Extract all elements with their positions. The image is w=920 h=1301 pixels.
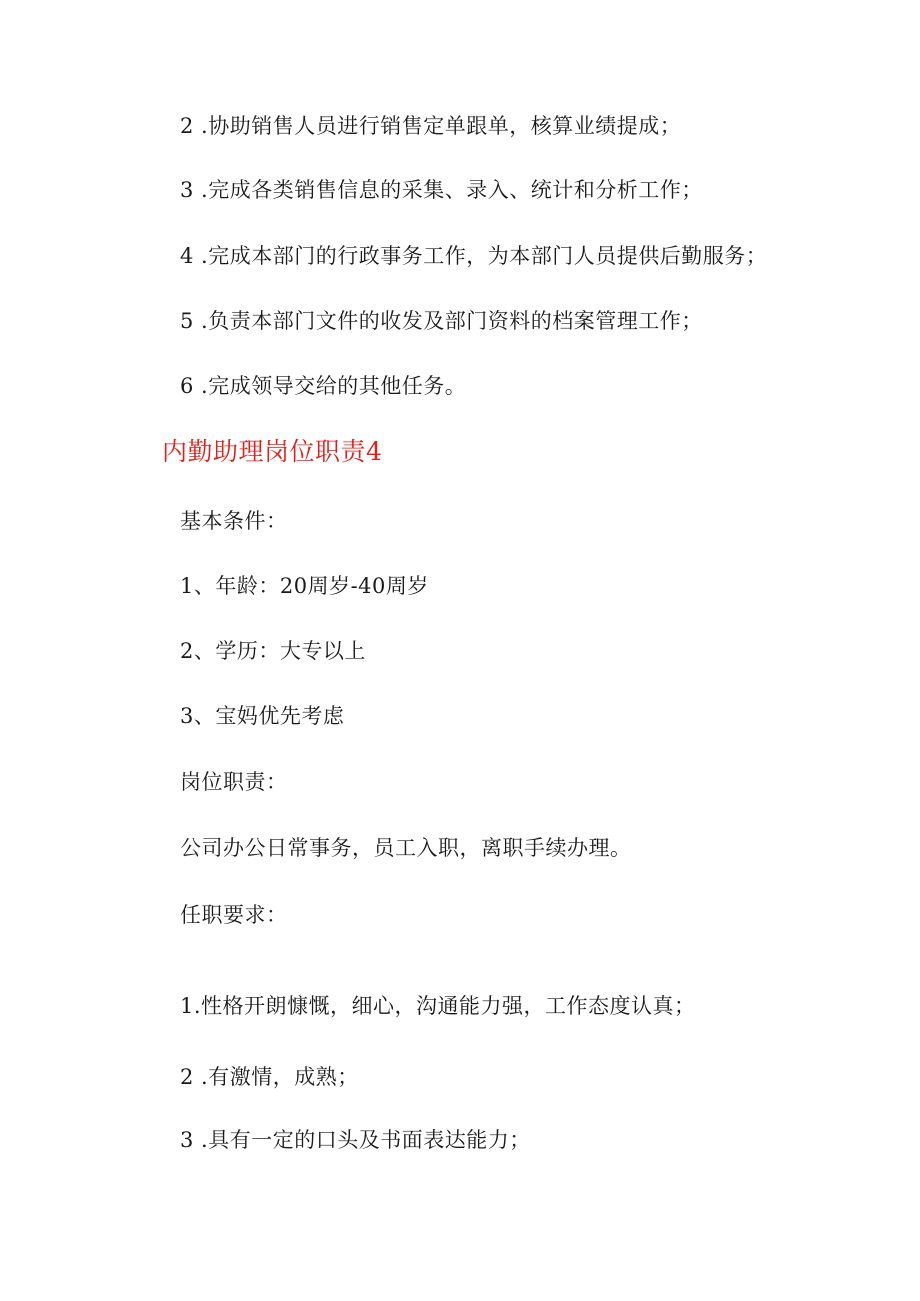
- list-item: 2、学历：大专以上: [180, 639, 366, 663]
- list-item: 6 .完成领导交给的其他任务。: [180, 374, 467, 398]
- basic-conditions-label: 基本条件：: [180, 509, 288, 533]
- list-item: 1、年龄：20周岁-40周岁: [180, 574, 429, 598]
- list-item: 3 .具有一定的口头及书面表达能力；: [180, 1128, 531, 1152]
- requirements-label: 任职要求：: [180, 903, 288, 927]
- list-item: 3、宝妈优先考虑: [180, 704, 345, 728]
- list-item: 2 .协助销售人员进行销售定单跟单，核算业绩提成；: [180, 114, 682, 138]
- list-item: 2 .有激情，成熟；: [180, 1065, 359, 1089]
- section-heading: 内勤助理岗位职责4: [162, 437, 383, 466]
- list-item: 3 .完成各类销售信息的采集、录入、统计和分析工作；: [180, 178, 703, 202]
- list-item: 1.性格开朗慷慨，细心，沟通能力强，工作态度认真；: [180, 994, 696, 1018]
- list-item: 5 .负责本部门文件的收发及部门资料的档案管理工作；: [180, 309, 703, 333]
- duty-label: 岗位职责：: [180, 770, 288, 794]
- list-item: 4 .完成本部门的行政事务工作，为本部门人员提供后勤服务；: [180, 244, 768, 268]
- duty-text: 公司办公日常事务，员工入职，离职手续办理。: [180, 836, 632, 860]
